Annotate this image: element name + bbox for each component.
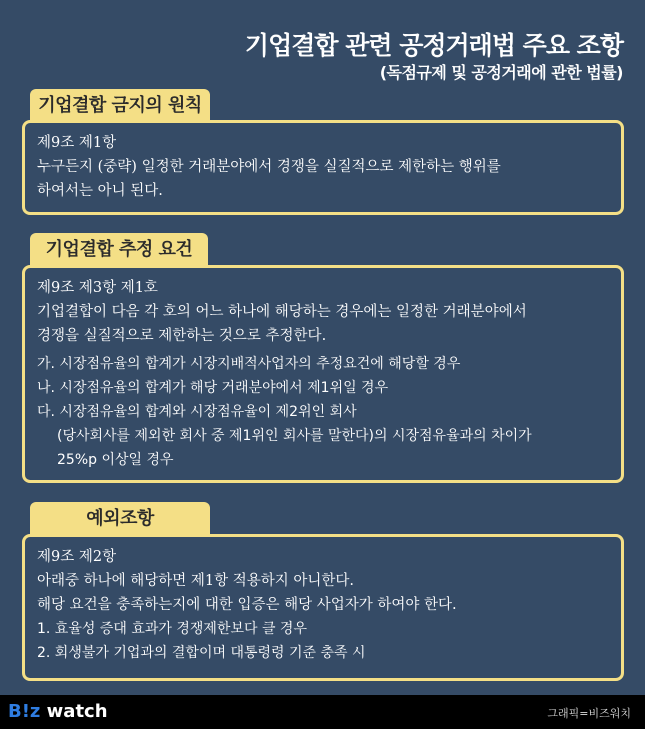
tab-exceptions: 예외조항 xyxy=(30,502,210,535)
prohibition-box xyxy=(22,120,624,215)
list-item: 1. 효율성 증대 효과가 경쟁제한보다 클 경우 xyxy=(37,621,307,637)
list-item: 다. 시장점유율의 합계와 시장점유율이 제2위인 회사 xyxy=(37,404,357,420)
list-item: 2. 회생불가 기업과의 결합이며 대통령령 기준 충족 시 xyxy=(37,645,366,661)
list-item: 가. 시장점유율의 합계가 시장지배적사업자의 추정요건에 해당할 경우 xyxy=(37,356,461,372)
list-item-continued: (당사회사를 제외한 회사 중 제1위인 회사를 말한다)의 시장점유율과의 차이가 xyxy=(57,428,532,444)
page-title: 기업결합 관련 공정거래법 주요 조항 xyxy=(244,31,623,60)
exceptions-box xyxy=(22,534,624,681)
article-text: 하여서는 아니 된다. xyxy=(37,183,163,199)
article-text: 해당 요건을 충족하는지에 대한 입증은 해당 사업자가 하여야 한다. xyxy=(37,597,457,613)
article-ref: 제9조 제1항 xyxy=(37,135,117,151)
tab-presumption-requirements: 기업결합 추정 요건 xyxy=(30,233,208,266)
bizwatch-logo xyxy=(8,701,108,722)
article-text: 기업결합이 다음 각 호의 어느 하나에 해당하는 경우에는 일정한 거래분야에서 xyxy=(37,304,527,320)
list-item: 나. 시장점유율의 합계가 해당 거래분야에서 제1위일 경우 xyxy=(37,380,389,396)
footer xyxy=(0,695,645,729)
presumption-box xyxy=(22,265,624,483)
article-text: 경쟁을 실질적으로 제한하는 것으로 추정한다. xyxy=(37,328,327,344)
tab-prohibition-principle: 기업결합 금지의 원칙 xyxy=(30,89,210,122)
logo-mark: B!z xyxy=(8,701,41,722)
list-item-continued: 25%p 이상일 경우 xyxy=(57,452,174,468)
article-ref: 제9조 제3항 제1호 xyxy=(37,280,158,296)
logo-text: watch xyxy=(40,701,108,722)
page-subtitle: (독점규제 및 공정거래에 관한 법률) xyxy=(379,63,623,82)
graphic-credit: 그래픽=비즈워치 xyxy=(547,707,631,720)
article-text: 아래중 하나에 해당하면 제1항 적용하지 아니한다. xyxy=(37,573,355,589)
article-ref: 제9조 제2항 xyxy=(37,549,117,565)
article-text: 누구든지 (중략) 일정한 거래분야에서 경쟁을 실질적으로 제한하는 행위를 xyxy=(37,159,501,175)
